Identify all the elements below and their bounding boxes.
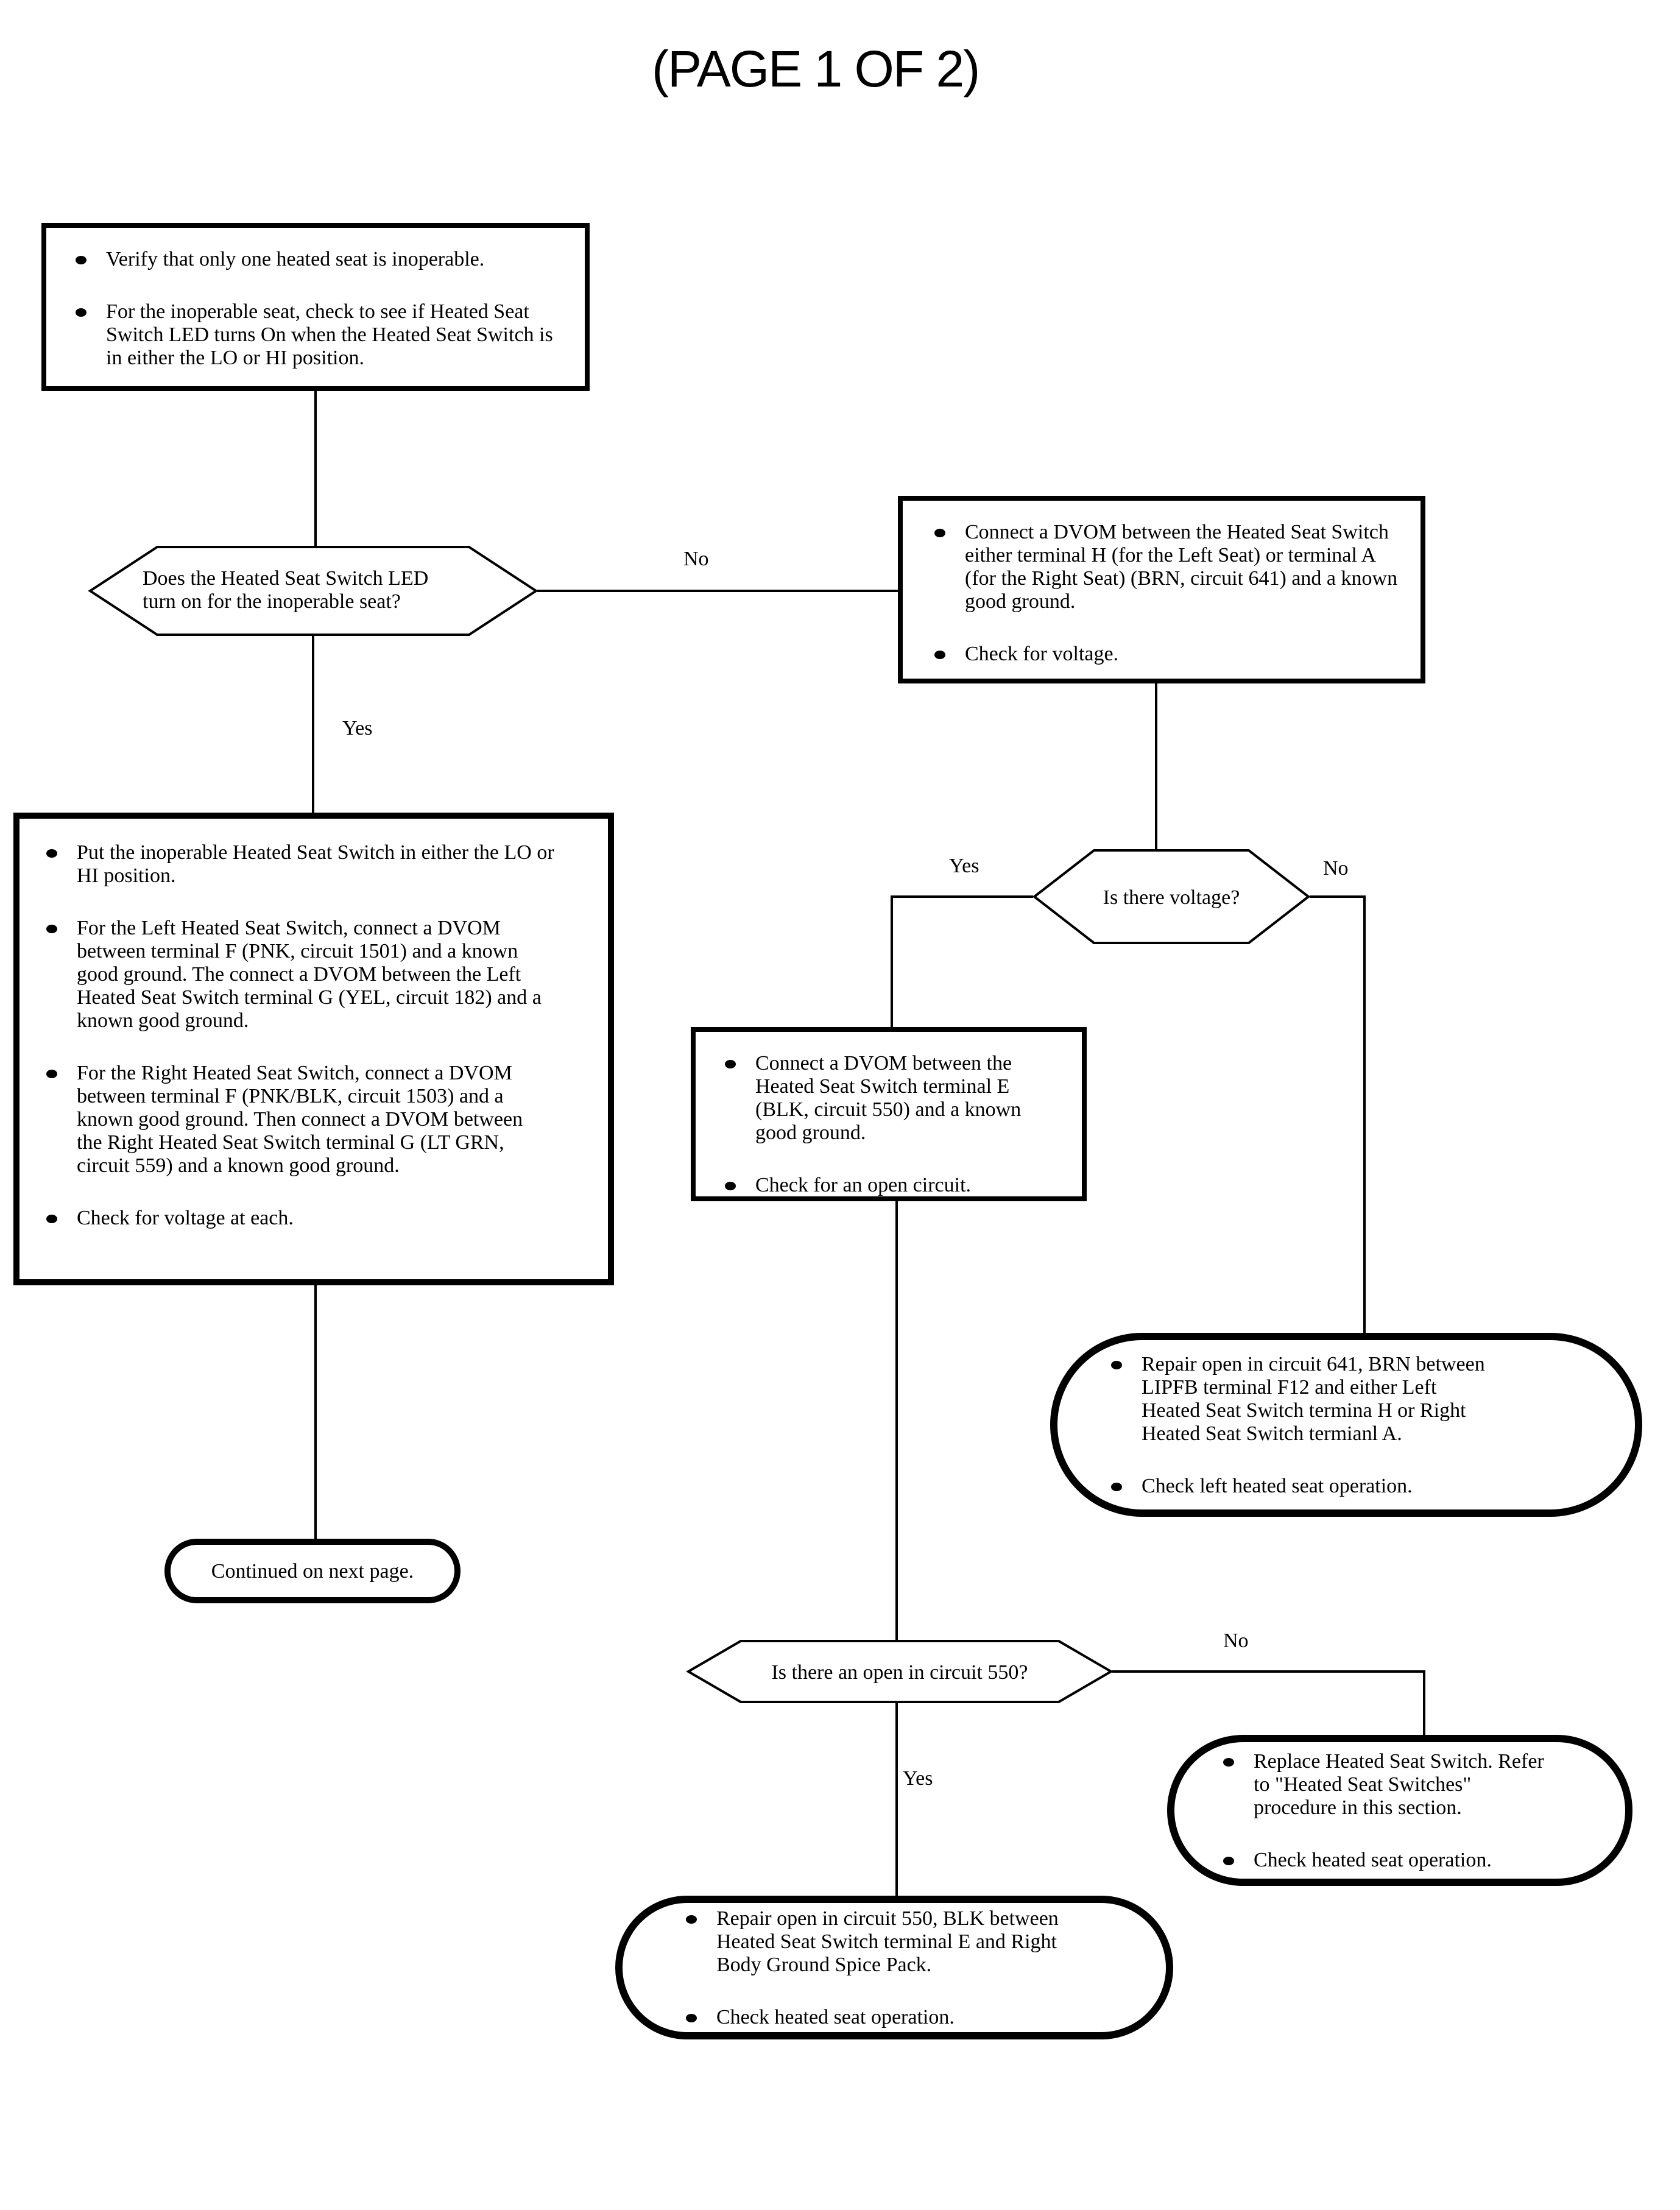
list-item bbox=[686, 2005, 1132, 2028]
bullet-icon bbox=[46, 1215, 57, 1223]
connector-voltage-no-h bbox=[1310, 895, 1366, 898]
list-item bbox=[725, 1173, 1070, 1196]
bullet-icon bbox=[76, 308, 86, 317]
bullet-icon bbox=[76, 256, 86, 264]
connector-dvom641-to-voltage-question bbox=[1155, 683, 1157, 849]
repair-641-terminal bbox=[1050, 1333, 1642, 1517]
connect-dvom-550-bullet-2: Check for an open circuit. bbox=[755, 1173, 972, 1196]
bullet-icon bbox=[1223, 1758, 1234, 1767]
connect-dvom-641-list bbox=[934, 520, 1408, 665]
connector-open550-no-h bbox=[1112, 1670, 1425, 1673]
connector-start-to-led-question bbox=[314, 391, 317, 546]
switch-test-bullet-1: Put the inoperable Heated Seat Switch in either the LO or HI position. bbox=[77, 841, 554, 887]
repair-550-bullet-2: Check heated seat operation. bbox=[716, 2005, 955, 2028]
bullet-icon bbox=[1111, 1483, 1122, 1491]
list-item bbox=[1111, 1352, 1598, 1445]
repair-641-list bbox=[1111, 1352, 1598, 1497]
bullet-icon bbox=[46, 925, 57, 933]
connect-dvom-550-bullet-1: Connect a DVOM between the Heated Seat Switch terminal E (BLK, circuit 550) and a known good ground. bbox=[755, 1051, 1022, 1144]
list-item bbox=[46, 916, 593, 1032]
continued-text: Continued on next page. bbox=[211, 1559, 414, 1583]
switch-test-list bbox=[46, 841, 593, 1229]
led-question-text: Does the Heated Seat Switch LED turn on for the inoperable seat? bbox=[143, 567, 429, 613]
list-item bbox=[76, 300, 568, 369]
start-box-bullet-1: Verify that only one heated seat is inoperable. bbox=[106, 247, 485, 270]
branch-label-no: No bbox=[683, 547, 709, 570]
connector-open550-no-v bbox=[1423, 1670, 1425, 1735]
replace-switch-terminal bbox=[1167, 1735, 1632, 1886]
branch-label-yes: Yes bbox=[949, 854, 979, 877]
repair-550-list bbox=[686, 1907, 1132, 2028]
repair-550-bullet-1: Repair open in circuit 550, BLK between Heated Seat Switch terminal E and Right Body Ground Spice Pack. bbox=[716, 1907, 1059, 1976]
connector-dvom550-to-open-question bbox=[895, 1201, 898, 1640]
start-box-bullet-2: For the inoperable seat, check to see if Heated Seat Switch LED turns On when the Heated Seat Switch is in either the LO or HI position. bbox=[106, 300, 553, 369]
open-550-question-text: Is there an open in circuit 550? bbox=[771, 1661, 1028, 1684]
list-item bbox=[46, 1206, 593, 1229]
bullet-icon bbox=[725, 1060, 736, 1068]
list-item bbox=[76, 247, 568, 270]
connector-voltage-no-v bbox=[1363, 895, 1366, 1333]
connector-open550-yes bbox=[895, 1703, 898, 1896]
switch-test-bullet-2: For the Left Heated Seat Switch, connect a DVOM between terminal F (PNK, circuit 1501) and a known good ground. The connect a DVOM between the Left Heated Seat Switch terminal G (YEL, circuit 182) and a known good ground. bbox=[77, 916, 542, 1032]
connect-dvom-641-bullet-1: Connect a DVOM between the Heated Seat Switch either terminal H (for the Left Seat) or terminal A (for the Right Seat) (BRN, circuit 641) and a known good ground. bbox=[965, 520, 1398, 613]
replace-switch-bullet-2: Check heated seat operation. bbox=[1254, 1848, 1492, 1871]
branch-label-yes: Yes bbox=[903, 1767, 933, 1790]
repair-641-bullet-2: Check left heated seat operation. bbox=[1142, 1474, 1413, 1497]
bullet-icon bbox=[686, 1915, 697, 1924]
connect-dvom-550-list bbox=[725, 1051, 1070, 1196]
bullet-icon bbox=[686, 2014, 697, 2022]
connector-switchtest-to-continued bbox=[314, 1285, 317, 1539]
list-item bbox=[686, 1907, 1132, 1976]
branch-label-no: No bbox=[1323, 856, 1349, 880]
list-item bbox=[46, 841, 593, 887]
connector-voltage-yes-h bbox=[891, 895, 1033, 898]
list-item bbox=[934, 520, 1408, 613]
list-item bbox=[1223, 1749, 1596, 1819]
start-box bbox=[41, 223, 590, 391]
bullet-icon bbox=[1111, 1361, 1122, 1369]
switch-test-bullet-4: Check for voltage at each. bbox=[77, 1206, 294, 1229]
connect-dvom-641-box bbox=[898, 496, 1425, 683]
connect-dvom-550-box bbox=[691, 1027, 1087, 1201]
bullet-icon bbox=[46, 1070, 57, 1078]
replace-switch-list bbox=[1223, 1749, 1596, 1871]
connector-led-no bbox=[537, 590, 898, 592]
switch-test-bullet-3: For the Right Heated Seat Switch, connect a DVOM between terminal F (PNK/BLK, circuit 1503) and a known good ground. Then connect a DVOM between the Right Heated Seat Switch terminal G (LT GRN, circuit 559) and a known good ground. bbox=[77, 1061, 523, 1177]
bullet-icon bbox=[934, 529, 945, 537]
list-item bbox=[725, 1051, 1070, 1144]
repair-641-bullet-1: Repair open in circuit 641, BRN between LIPFB terminal F12 and either Left Heated Seat Switch termina H or Right Heated Seat Switch termianl A. bbox=[1142, 1352, 1485, 1445]
branch-label-no: No bbox=[1223, 1629, 1249, 1652]
bullet-icon bbox=[934, 651, 945, 659]
list-item bbox=[46, 1061, 593, 1177]
start-box-list bbox=[76, 247, 568, 369]
replace-switch-bullet-1: Replace Heated Seat Switch. Refer to "Heated Seat Switches" procedure in this section. bbox=[1254, 1749, 1544, 1819]
continued-terminal bbox=[164, 1539, 461, 1603]
bullet-icon bbox=[725, 1182, 736, 1190]
switch-test-box bbox=[13, 813, 614, 1285]
repair-550-terminal bbox=[615, 1896, 1173, 2039]
connect-dvom-641-bullet-2: Check for voltage. bbox=[965, 642, 1119, 665]
list-item bbox=[934, 642, 1408, 665]
branch-label-yes: Yes bbox=[342, 716, 373, 740]
bullet-icon bbox=[46, 849, 57, 858]
voltage-question-text: Is there voltage? bbox=[1103, 886, 1240, 909]
bullet-icon bbox=[1223, 1857, 1234, 1865]
connector-voltage-yes-v bbox=[891, 895, 893, 1027]
list-item bbox=[1111, 1474, 1598, 1497]
connector-led-yes bbox=[312, 636, 314, 813]
page-title: (PAGE 1 OF 2) bbox=[652, 40, 979, 97]
list-item bbox=[1223, 1848, 1596, 1871]
